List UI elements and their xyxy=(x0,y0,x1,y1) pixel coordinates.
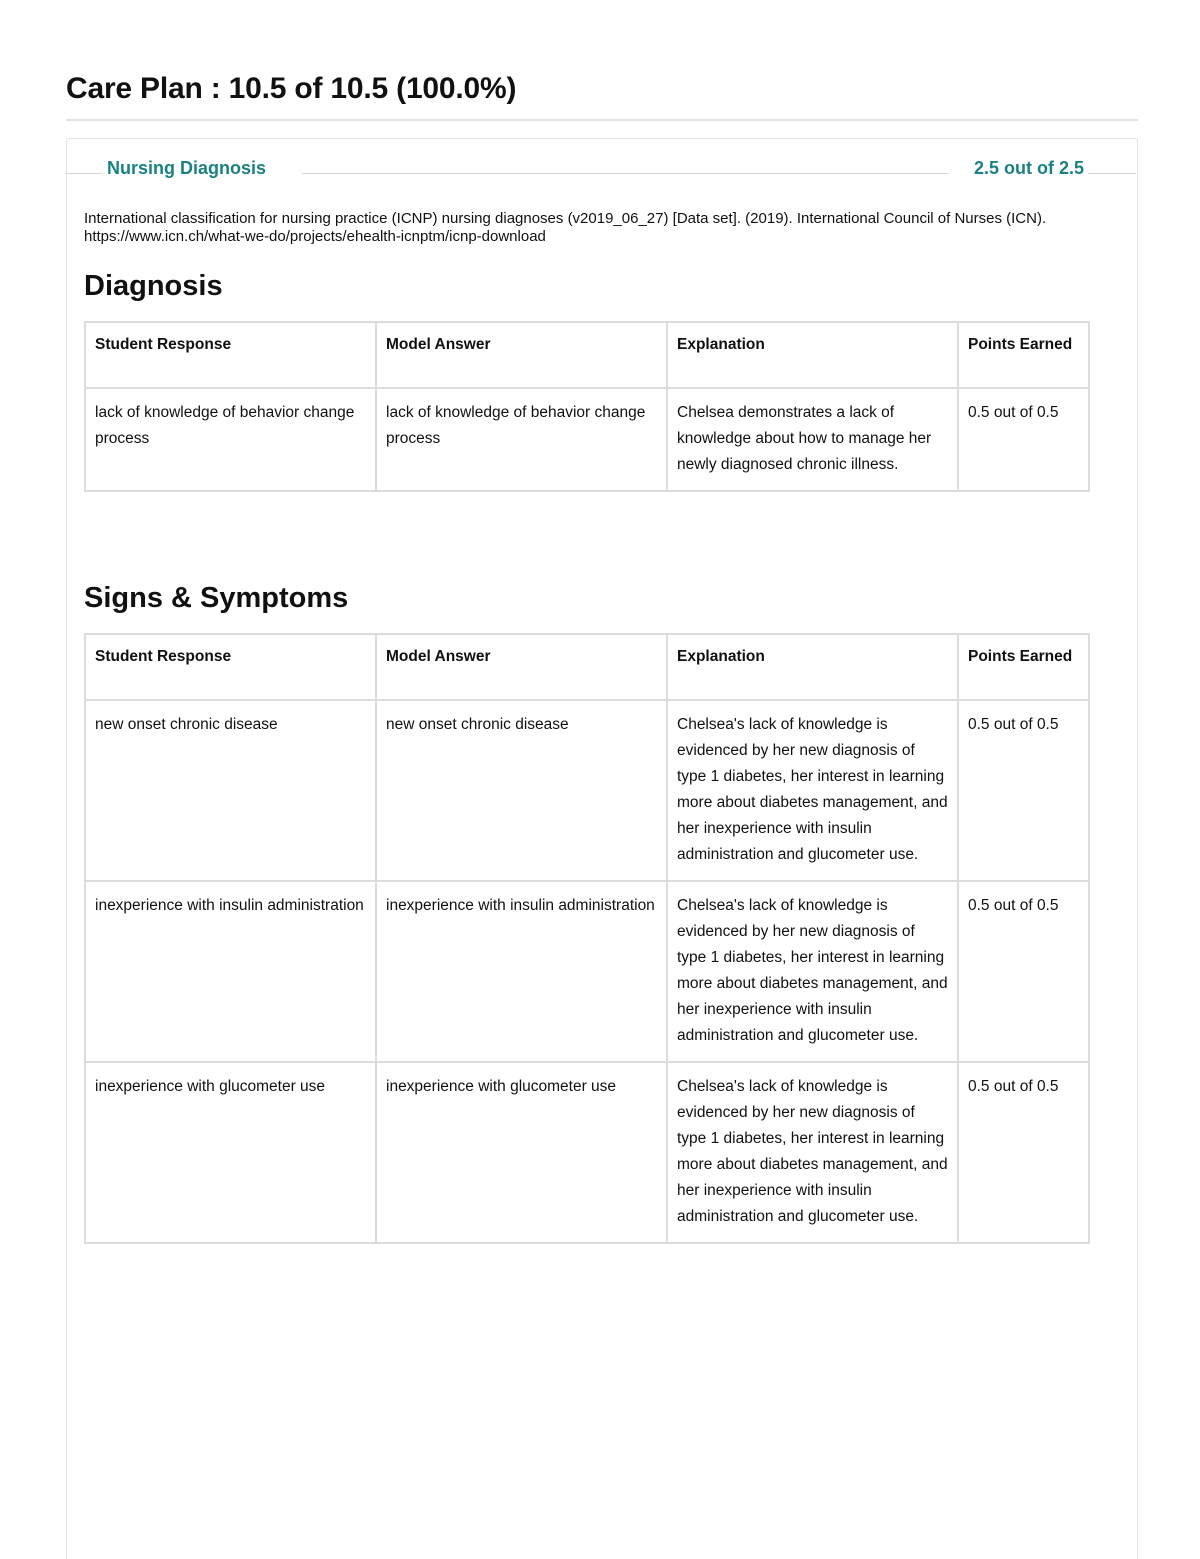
diagnosis-heading: Diagnosis xyxy=(84,270,223,302)
points-earned-cell: 0.5 out of 0.5 xyxy=(958,700,1089,881)
table-header-row xyxy=(85,322,1089,388)
points-earned-cell: 0.5 out of 0.5 xyxy=(958,1062,1089,1243)
table-header-row xyxy=(85,634,1089,700)
section-title: Nursing Diagnosis xyxy=(107,158,267,178)
column-header-points-earned: Points Earned xyxy=(958,322,1089,388)
column-header-model-answer: Model Answer xyxy=(376,634,667,700)
column-header-student-response: Student Response xyxy=(85,322,376,388)
model-answer-cell: new onset chronic disease xyxy=(376,700,667,881)
diagnosis-table xyxy=(84,321,1090,492)
points-earned-cell: 0.5 out of 0.5 xyxy=(958,881,1089,1062)
student-response-cell: new onset chronic disease xyxy=(85,700,376,881)
section-divider-right xyxy=(1088,173,1136,174)
model-answer-cell: inexperience with glucometer use xyxy=(376,1062,667,1243)
table-row xyxy=(85,388,1089,491)
table-row xyxy=(85,700,1089,881)
column-header-explanation: Explanation xyxy=(667,322,958,388)
column-header-student-response: Student Response xyxy=(85,634,376,700)
column-header-model-answer: Model Answer xyxy=(376,322,667,388)
explanation-cell: Chelsea demonstrates a lack of knowledge about how to manage her newly diagnosed chronic illness. xyxy=(667,388,958,491)
section-score: 2.5 out of 2.5 xyxy=(973,158,1084,178)
points-earned-cell: 0.5 out of 0.5 xyxy=(958,388,1089,491)
section-divider-middle xyxy=(302,173,948,174)
signs-symptoms-heading: Signs & Symptoms xyxy=(84,582,349,614)
section-divider-left xyxy=(66,173,102,174)
model-answer-cell: lack of knowledge of behavior change process xyxy=(376,388,667,491)
column-header-points-earned: Points Earned xyxy=(958,634,1089,700)
citation-text: International classification for nursing practice (ICNP) nursing diagnoses (v2019_06_27) [Data set]. (2019). International Council of Nurses (ICN). https://www.icn.ch/what-we-do/projects/ehealth-icnptm/icnp-download xyxy=(84,210,1047,245)
table-row xyxy=(85,1062,1089,1243)
student-response-cell: lack of knowledge of behavior change process xyxy=(85,388,376,491)
signs-symptoms-table xyxy=(84,633,1090,1244)
explanation-cell: Chelsea's lack of knowledge is evidenced by her new diagnosis of type 1 diabetes, her interest in learning more about diabetes management, and her inexperience with insulin administration and glucometer use. xyxy=(667,700,958,881)
title-divider xyxy=(66,119,1138,121)
table-row xyxy=(85,881,1089,1062)
student-response-cell: inexperience with glucometer use xyxy=(85,1062,376,1243)
student-response-cell: inexperience with insulin administration xyxy=(85,881,376,1062)
page-title: Care Plan : 10.5 of 10.5 (100.0%) xyxy=(66,72,517,105)
model-answer-cell: inexperience with insulin administration xyxy=(376,881,667,1062)
explanation-cell: Chelsea's lack of knowledge is evidenced by her new diagnosis of type 1 diabetes, her interest in learning more about diabetes management, and her inexperience with insulin administration and glucometer use. xyxy=(667,1062,958,1243)
column-header-explanation: Explanation xyxy=(667,634,958,700)
explanation-cell: Chelsea's lack of knowledge is evidenced by her new diagnosis of type 1 diabetes, her interest in learning more about diabetes management, and her inexperience with insulin administration and glucometer use. xyxy=(667,881,958,1062)
